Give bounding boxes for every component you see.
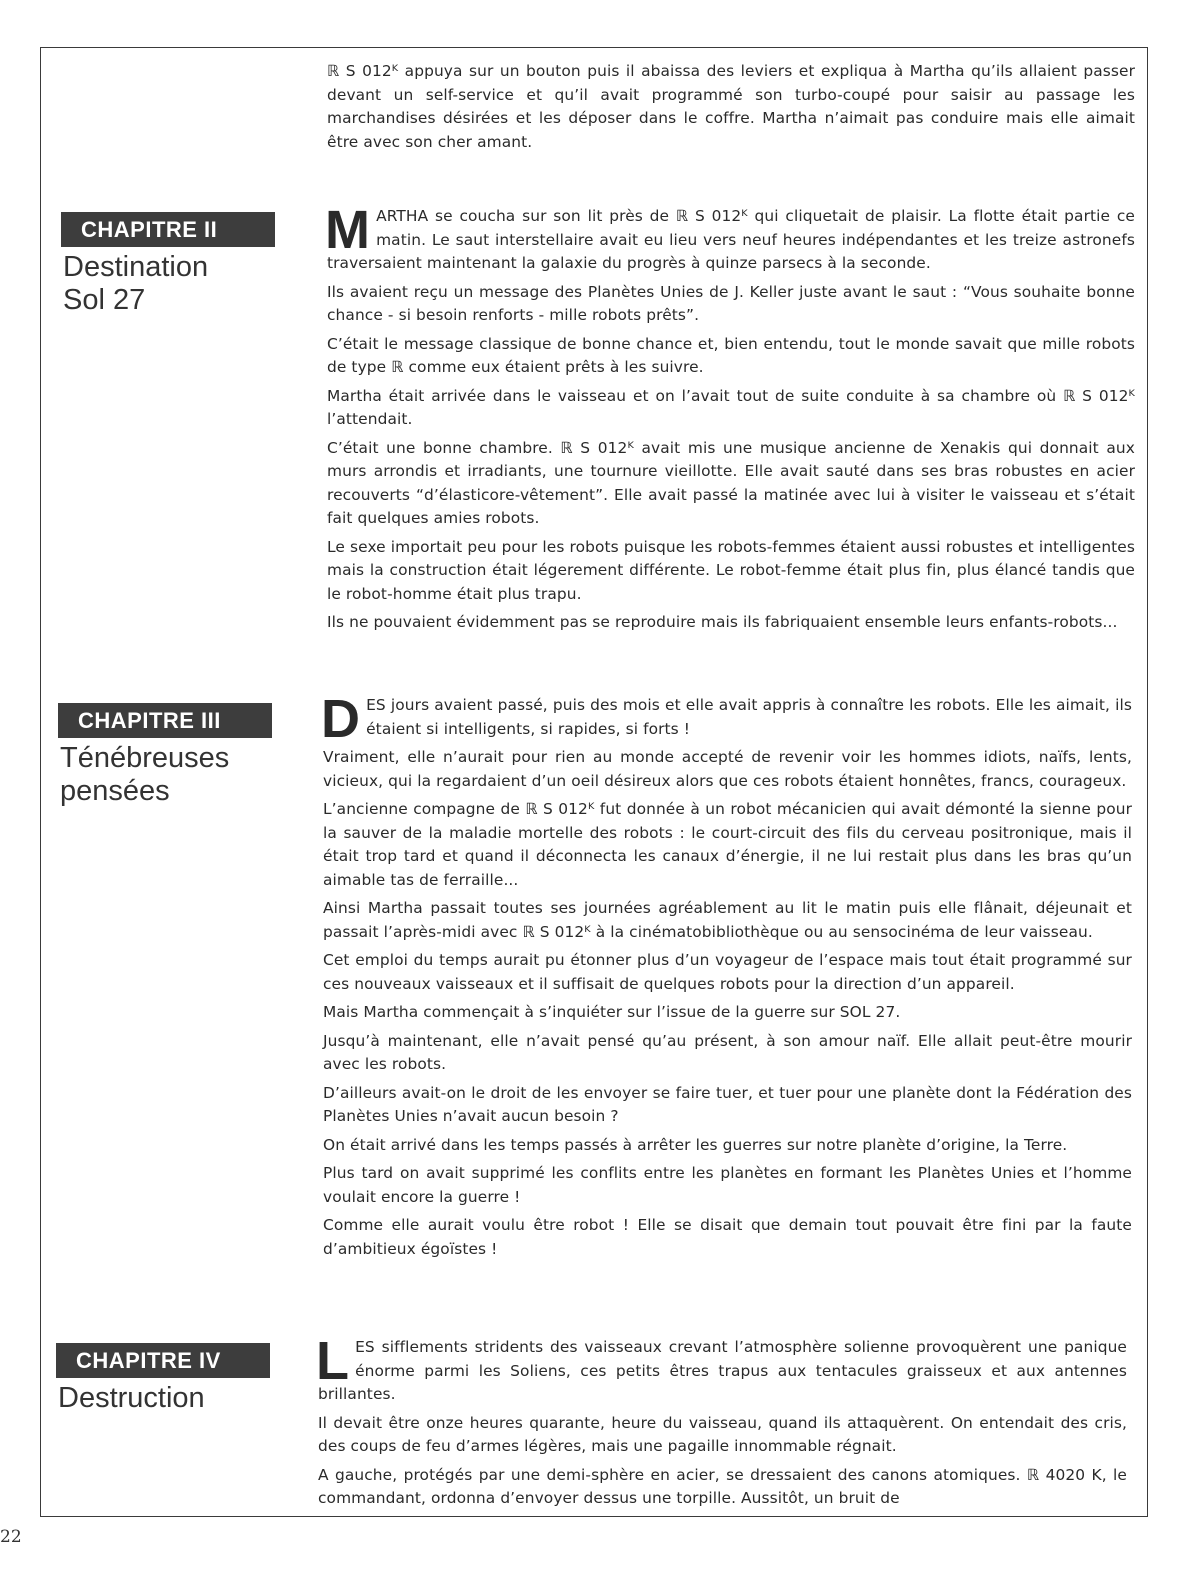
paragraph: C’était une bonne chambre. ℝ S 012ᴷ avait mis une musique ancienne de Xenakis qui donnait aux murs arrondis et irradiants, une tournure vieillotte. Elle avait sauté dans ses bras robustes en acier recouverts “d’élasticore-vêtement”. Elle avait passé la matinée avec lui à visiter le vaisseau et s’était fait quelques amies robots. <box>327 438 1135 527</box>
paragraph: C’était le message classique de bonne chance et, bien entendu, tout le monde savait que mille robots de type ℝ comme eux étaient prêts à les suivre. <box>327 334 1135 376</box>
paragraph: Ainsi Martha passait toutes ses journées agréablement au lit le matin puis elle flânait, déjeunait et passait l’après-midi avec ℝ S 012ᴷ à la cinématobibliothèque ou au sensocinéma de leur vaisseau. <box>323 899 1132 941</box>
drop-cap: M <box>325 200 371 260</box>
paragraph: A gauche, protégés par une demi-sphère en acier, se dressaient des canons atomiques. ℝ 4020 K, le commandant, ordonna d’envoyer dessus une torpille. Aussitôt, un bruit de <box>318 1465 1127 1507</box>
paragraph: Plus tard on avait supprimé les conflits entre les planètes en formant les Planètes Unies et l’homme voulait encore la guerre ! <box>323 1164 1132 1206</box>
paragraph: On était arrivé dans les temps passés à arrêter les guerres sur notre planète d’origine, la Terre. <box>323 1135 1068 1154</box>
chapter-2-header <box>61 212 275 317</box>
chapter-3-title: Ténébreuses pensées <box>60 742 230 807</box>
intro-paragraph: ℝ S 012ᴷ appuya sur un bouton puis il abaissa des leviers et expliqua à Martha qu’ils allaient passer devant un self-service et qu’il avait programmé son turbo-coupé pour saisir au passage les marchandises désirées et les déposer dans le coffre. Martha n’aimait pas conduire mais elle aimait être avec son cher amant. <box>327 62 1135 151</box>
paragraph: D’ailleurs avait-on le droit de les envoyer se faire tuer, et tuer pour une planète dont la Fédération des Planètes Unies n’avait aucun besoin ? <box>323 1083 1132 1125</box>
chapter-2-text <box>325 200 1135 640</box>
paragraph: Le sexe importait peu pour les robots puisque les robots-femmes étaient aussi robustes et intelligentes mais la construction était légerement différente. Le robot-femme était plus fin, plus élancé tandis que le robot-homme était plus trapu. <box>327 537 1135 603</box>
paragraph: Vraiment, elle n’aurait pour rien au monde accepté de revenir voir les hommes idiots, naïfs, lents, vicieux, qui la regardaient d’un oeil désireux alors que ces robots étaient honnêtes, francs, courageux. <box>323 748 1132 790</box>
paragraph: Il devait être onze heures quarante, heure du vaisseau, quand ils attaquèrent. On entendait des cris, des coups de feu d’armes légères, mais une pagaille innommable régnait. <box>318 1413 1127 1455</box>
paragraph: Mais Martha commençait à s’inquiéter sur l’issue de la guerre sur SOL 27. <box>323 1003 901 1021</box>
paragraph: Comme elle aurait voulu être robot ! Elle se disait que demain tout pouvait être fini par la faute d’ambitieux égoïstes ! <box>323 1216 1132 1258</box>
chapter-4-header <box>56 1343 270 1415</box>
chapter-2-title: Destination Sol 27 <box>63 251 209 316</box>
chapter-4-text <box>316 1331 1127 1516</box>
chapter-4-label: CHAPITRE IV <box>56 1343 270 1378</box>
paragraph: Ils avaient reçu un message des Planètes Unies de J. Keller juste avant le saut : “Vous souhaite bonne chance - si besoin renforts - mille robots prêts”. <box>327 282 1135 324</box>
drop-cap: D <box>321 689 361 749</box>
paragraph: MARTHA se coucha sur son lit près de ℝ S 012ᴷ qui cliquetait de plaisir. La flotte était partie ce matin. Le saut interstellaire avait eu lieu vers neuf heures indépendantes et les treize astronefs traversaient maintenant la galaxie du progrès à quinze parsecs à la seconde. <box>325 200 1135 272</box>
paragraph: Jusqu’à maintenant, elle n’avait pensé qu’au présent, à son amour naïf. Elle allait peut-être mourir avec les robots. <box>323 1031 1132 1073</box>
page-number: 22 <box>0 1527 22 1547</box>
paragraph: Cet emploi du temps aurait pu étonner plus d’un voyageur de l’espace mais tout était programmé sur ces nouveaux vaisseaux et il suffisait de quelques robots pour la direction d’un appareil. <box>323 951 1132 993</box>
chapter-4-title: Destruction <box>58 1382 205 1414</box>
paragraph: Ils ne pouvaient évidemment pas se reproduire mais ils fabriquaient ensemble leurs enfants-robots... <box>327 613 1118 631</box>
chapter-3-header <box>58 703 272 808</box>
drop-cap: L <box>316 1331 350 1391</box>
paragraph: Martha était arrivée dans le vaisseau et on l’avait tout de suite conduite à sa chambre où ℝ S 012ᴷ l’attendait. <box>327 386 1135 428</box>
chapter-2-label: CHAPITRE II <box>61 212 275 247</box>
paragraph: DES jours avaient passé, puis des mois et elle avait appris à connaître les robots. Elle les aimait, ils étaient si intelligents, si rapides, si forts ! <box>321 689 1132 749</box>
chapter-3-label: CHAPITRE III <box>58 703 272 738</box>
paragraph: LES sifflements stridents des vaisseaux crevant l’atmosphère solienne provoquèrent une panique énorme parmi les Soliens, ces petits êtres trapus aux tentacules graisseux et aux antennes brillantes. <box>316 1331 1127 1403</box>
paragraph: L’ancienne compagne de ℝ S 012ᴷ fut donnée à un robot mécanicien qui avait démonté la sienne pour la sauver de la maladie mortelle des robots : le court-circuit des fils du cerveau positronique, mais il était trop tard et quand il déconnecta les canaux d’énergie, il ne lui restait plus dans les bras qu’un aimable tas de ferraille... <box>323 800 1132 889</box>
chapter-3-text <box>321 689 1132 1266</box>
